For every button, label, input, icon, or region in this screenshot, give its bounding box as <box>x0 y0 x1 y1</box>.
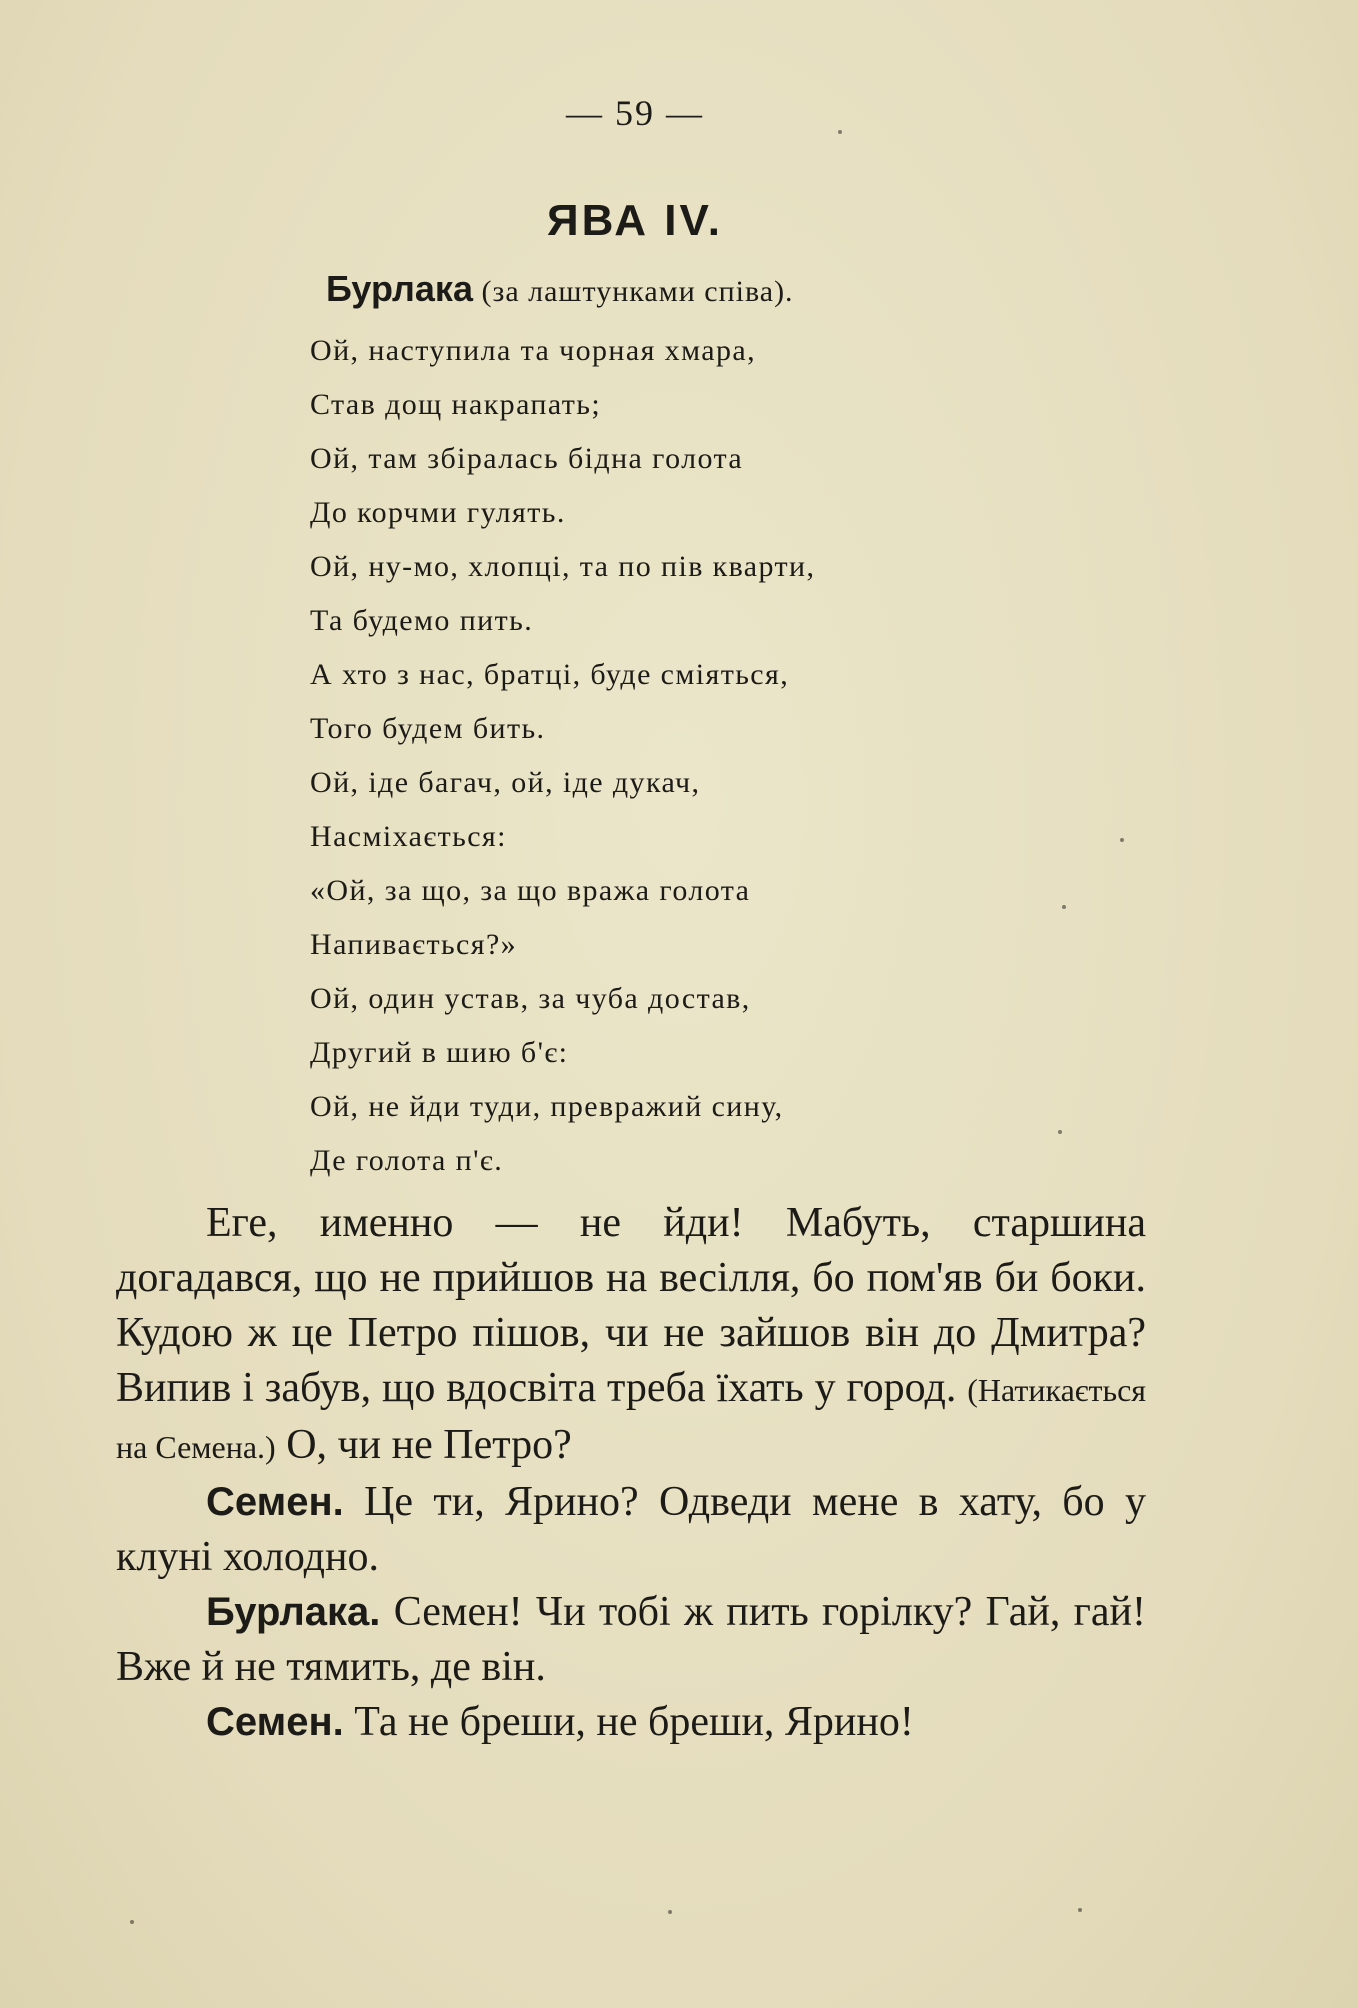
song-line: Ой, наступила та чорная хмара, <box>310 334 756 367</box>
song-line: Насміхається: <box>310 820 507 853</box>
song-line: Того будем бить. <box>310 712 546 745</box>
paper-speck <box>668 1910 672 1914</box>
dialogue-paragraph <box>116 1695 1146 1750</box>
paper-speck <box>1058 1130 1062 1134</box>
song-line: Став дощ накрапать; <box>310 388 602 421</box>
song-line: Напивається?» <box>310 928 518 961</box>
song-line: Ой, не йди туди, превражий сину, <box>310 1090 784 1123</box>
stage-direction: (за лаштунками співа). <box>481 275 794 308</box>
speaker-name: Бурлака. <box>206 1590 381 1634</box>
song-line: Та будемо пить. <box>310 604 534 637</box>
paper-speck <box>1078 1908 1082 1912</box>
paper-speck <box>838 130 842 134</box>
song-line: Де голота п'є. <box>310 1144 504 1177</box>
song-line: Ой, там збіралась бідна голота <box>310 442 744 475</box>
dialogue-text: Та не бреши, не бреши, Ярино! <box>354 1699 914 1745</box>
paper-speck <box>1062 905 1066 909</box>
monologue-text: Еге, именно — не йди! Мабуть, старшина догадався, що не прийшов на весілля, бо пом'яв би боки. Кудою ж це Петро пішов, чи не зайшов він до Дмитра? Випив і забув, що вдосвіта треба їхать у город. <box>116 1200 1146 1411</box>
dialogue-body <box>116 1196 1146 1750</box>
monologue-text-end: О, чи не Петро? <box>286 1422 572 1468</box>
song-verse <box>310 324 815 1188</box>
monologue-paragraph <box>116 1196 1146 1475</box>
speaker-name: Бурлака <box>326 268 473 309</box>
song-line: До корчми гулять. <box>310 496 566 529</box>
dialogue-text: Це ти, Ярино? Одведи мене в хату, бо у клуні холодно. <box>116 1479 1146 1580</box>
song-line: Ой, один устав, за чуба достав, <box>310 982 751 1015</box>
song-line: «Ой, за що, за що вража голота <box>310 874 751 907</box>
paper-speck <box>130 1920 134 1924</box>
song-line: Ой, ну-мо, хлопці, та по пів кварти, <box>310 550 816 583</box>
speaker-name: Семен. <box>206 1480 344 1524</box>
dialogue-paragraph <box>116 1475 1146 1585</box>
stage-direction-line <box>326 268 794 310</box>
speaker-name: Семен. <box>206 1700 344 1744</box>
dialogue-paragraph <box>116 1585 1146 1695</box>
song-line: Другий в шию б'є: <box>310 1036 569 1069</box>
stage-direction: (Натикається на Семена.) <box>116 1372 1146 1465</box>
song-line: А хто з нас, братці, буде сміяться, <box>310 658 790 691</box>
song-line: Ой, іде багач, ой, іде дукач, <box>310 766 701 799</box>
scene-heading: ЯВА IV. <box>547 196 723 245</box>
dialogue-text: Семен! Чи тобі ж пить горілку? Гай, гай! Вже й не тямить, де він. <box>116 1589 1147 1690</box>
paper-speck <box>1120 838 1124 842</box>
page-number: — 59 — <box>566 93 704 133</box>
